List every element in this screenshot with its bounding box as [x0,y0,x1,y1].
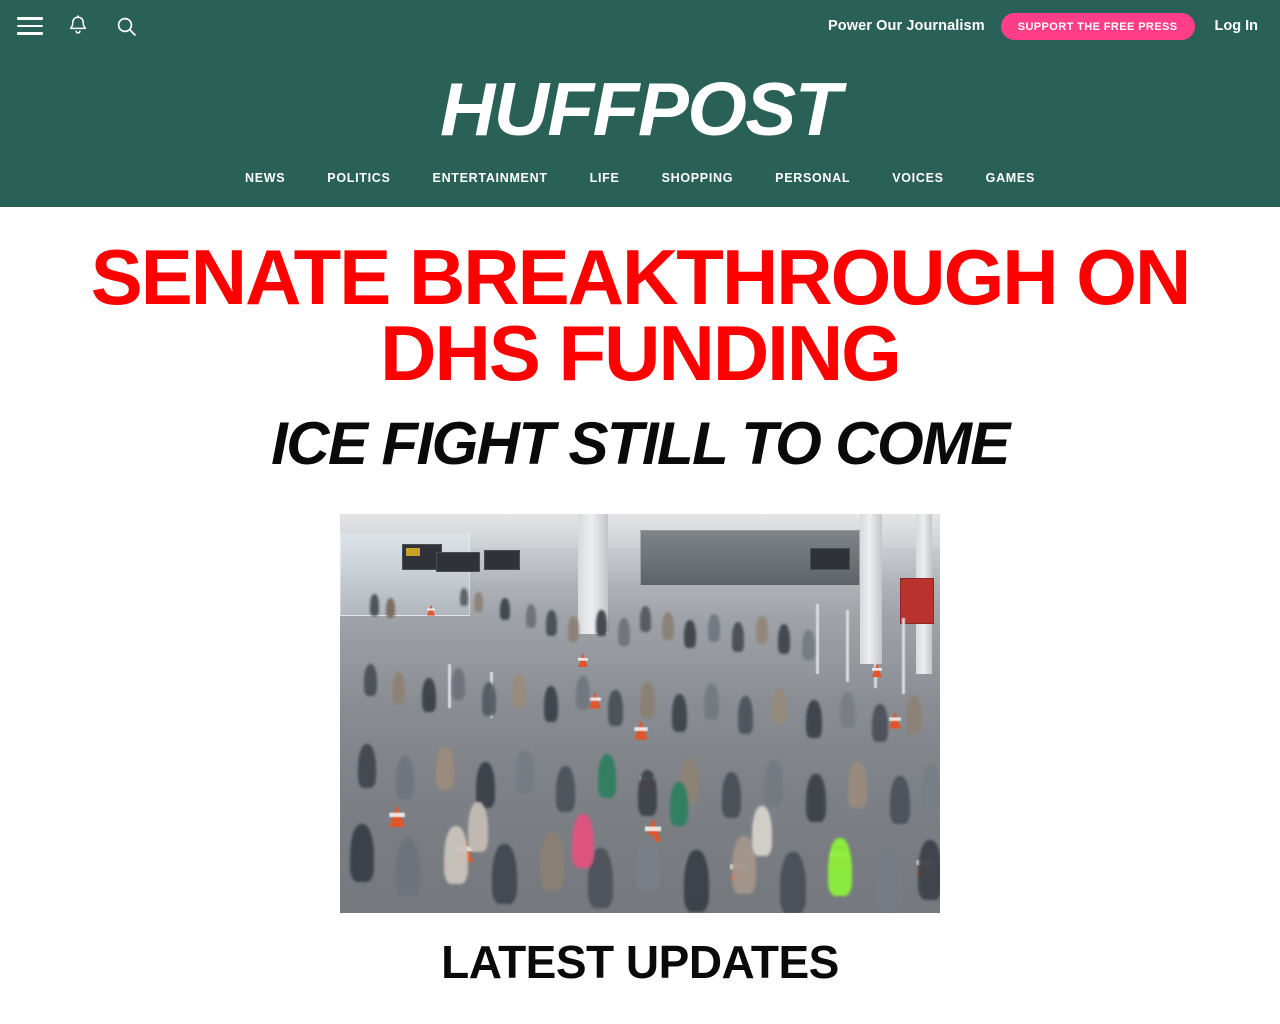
huffpost-logo[interactable]: HUFFPOST [440,67,840,151]
hero-image[interactable] [340,514,940,913]
crowd-of-travelers [340,514,940,913]
masthead [0,52,1280,207]
latest-updates-heading: LATEST UPDATES [441,935,839,988]
hamburger-menu-icon[interactable] [16,12,44,40]
nav-item-life[interactable]: LIFE [589,171,620,185]
hero-subheadline[interactable]: ICE FIGHT STILL TO COME [271,409,1009,477]
search-icon-glyph [116,16,137,37]
nav-item-entertainment[interactable]: ENTERTAINMENT [432,171,548,185]
support-the-free-press-button[interactable]: SUPPORT THE FREE PRESS [1001,13,1195,40]
top-bar-right-controls [828,13,1264,40]
nav-item-voices[interactable]: VOICES [892,171,944,185]
bell-icon[interactable] [64,12,92,40]
hero-headline[interactable]: SENATE BREAKTHROUGH ON DHS FUNDING [90,233,1190,398]
power-our-journalism-label: Power Our Journalism [828,18,985,34]
nav-item-personal[interactable]: PERSONAL [775,171,851,185]
nav-item-games[interactable]: GAMES [985,171,1035,185]
bell-icon-glyph [68,15,88,37]
nav-item-politics[interactable]: POLITICS [327,171,391,185]
hamburger-menu-glyph [17,17,43,35]
top-utility-bar [0,0,1280,52]
search-icon[interactable] [112,12,140,40]
nav-item-news[interactable]: NEWS [244,171,286,185]
primary-navigation [0,167,1280,207]
nav-item-shopping[interactable]: SHOPPING [661,171,734,185]
top-bar-left-controls [16,12,140,40]
log-in-link[interactable]: Log In [1214,18,1258,34]
hero-section [0,207,1280,989]
